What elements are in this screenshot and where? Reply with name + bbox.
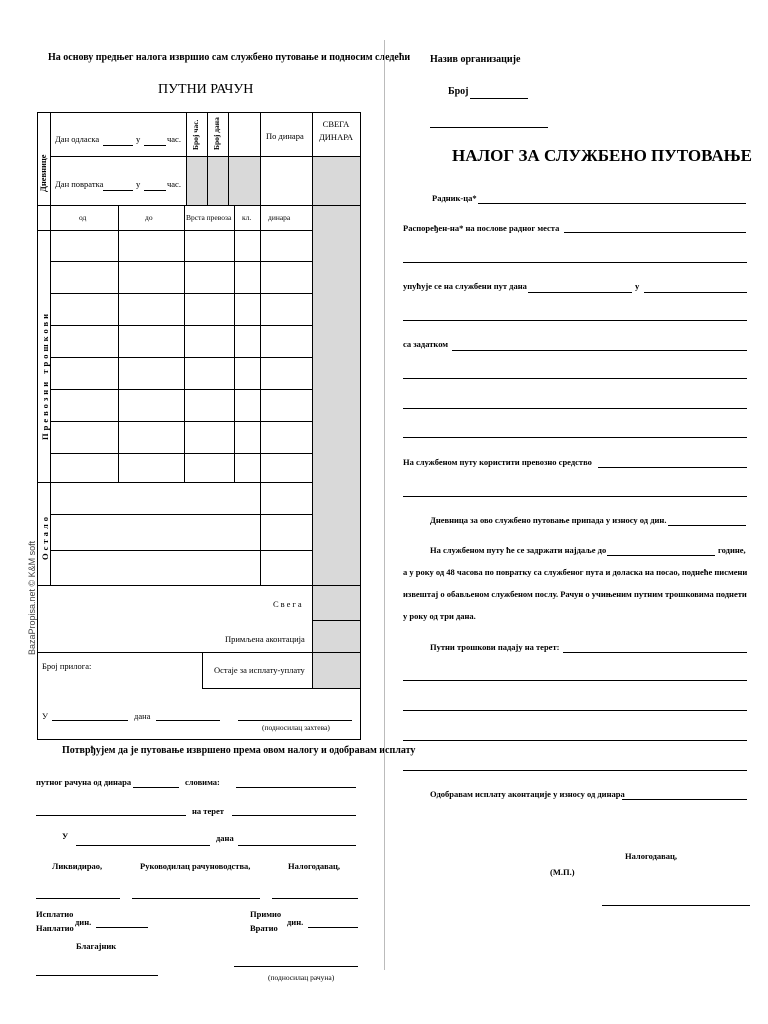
col-od: од [79,213,87,222]
transport-label: На службеном путу користити превозно средство [403,457,592,467]
number-label: Број [448,86,469,97]
din2-label: дин. [287,917,304,927]
intro-text: На основу предњег налога извршио сам службено путовање и подносим следећи [48,52,411,63]
at-label-1: у [136,134,141,144]
org-label: Назив организације [430,54,521,65]
day-label: дана [134,711,151,721]
broj-casova-header: Број час. [191,119,200,150]
amount-label: путног рачуна од динара [36,777,132,787]
watermark-text: BazaPropisa.net © K&M soft [27,540,37,655]
words-label: словима: [185,777,220,787]
in-label: У [42,711,49,721]
paid-out-label: Исплатио [36,909,74,919]
col-do: до [145,213,153,222]
dnevnice-label: Дневнице [38,154,48,192]
day2-label: дана [216,833,234,843]
din1-label: дин. [75,917,92,927]
svega-label: Свега [273,599,304,609]
per-diem-text: Дневница за ово службено путовање припада у износу од дин. [430,515,667,525]
hour-label-2: час. [167,179,181,189]
stamp-label: (М.П.) [550,867,575,877]
confirm-text: Потврђујем да је путовање извршено према овом налогу и одобравам исплату [62,745,416,756]
departure-label: Дан одласка [55,134,100,144]
ostalo-label: Остало [40,513,50,560]
worker-label: Радник-ца* [432,193,477,203]
transport-costs-label: Превозни трошкови [40,311,50,440]
liquidated-label: Ликвидирао, [52,861,103,871]
col-klasa: кл. [242,213,252,222]
paid-in-label: Наплатио [36,923,74,933]
attachments-label: Број прилога: [42,661,92,671]
putni-racun-title: ПУТНИ РАЧУН [158,82,254,97]
remainder-label: Остаје за исплату-уплату [214,665,305,675]
task-label: са задатком [403,339,449,349]
hour-label-1: час. [167,134,181,144]
costs-label: Путни трошкови падају на терет: [430,642,560,652]
po-dinara-header: По динара [266,131,304,141]
col-vrsta-prevoza: Врста превоза [186,213,232,222]
at-label-2: у [136,179,141,189]
stay-text: На службеном путу ће се задржати најдаље до [430,545,607,555]
sent-label: упућује се на службени пут дана [403,281,527,291]
svega-dinara-header: СВЕГА ДИНАРА [319,119,353,142]
nalog-title: НАЛОГ ЗА СЛУЖБЕНО ПУТОВАЊЕ [452,146,752,165]
report-line-2: извештај о обављеном службеном послу. Рачун о учињеним путним трошковима поднети [403,589,747,599]
sent-to-label: у [635,281,640,291]
report-line-1: а у року од 48 часова по повратку са службеног пута и доласка на посао, поднеће писмени [403,567,748,577]
charge-label: на терет [192,806,224,816]
orderer-left-label: Налогодавац, [288,861,341,871]
approve-text: Одобравам исплату аконтације у износу од динара [430,789,625,799]
accounting-head-label: Руководилац рачуноводства, [140,861,251,871]
in2-label: У [62,831,69,841]
page-divider [384,40,385,970]
report-line-3: у року од три дана. [403,611,476,621]
orderer-right-label: Налогодавац, [625,851,678,861]
broj-dana-header: Број дана [212,117,221,150]
col-dinara: динара [268,213,291,222]
cashier-label: Благајник [76,941,117,951]
account-signature: (подносилац рачуна) [268,973,335,982]
received-label: Примио [250,909,282,919]
advance-label: Примљена аконтација [225,634,305,644]
claimant-signature: (подносилац захтева) [262,723,330,732]
returned-label: Вратио [250,923,278,933]
assigned-label: Распоређен-на* на послове радног места [403,223,560,233]
year-label: године, [718,545,746,555]
return-label: Дан повратка [55,179,104,189]
